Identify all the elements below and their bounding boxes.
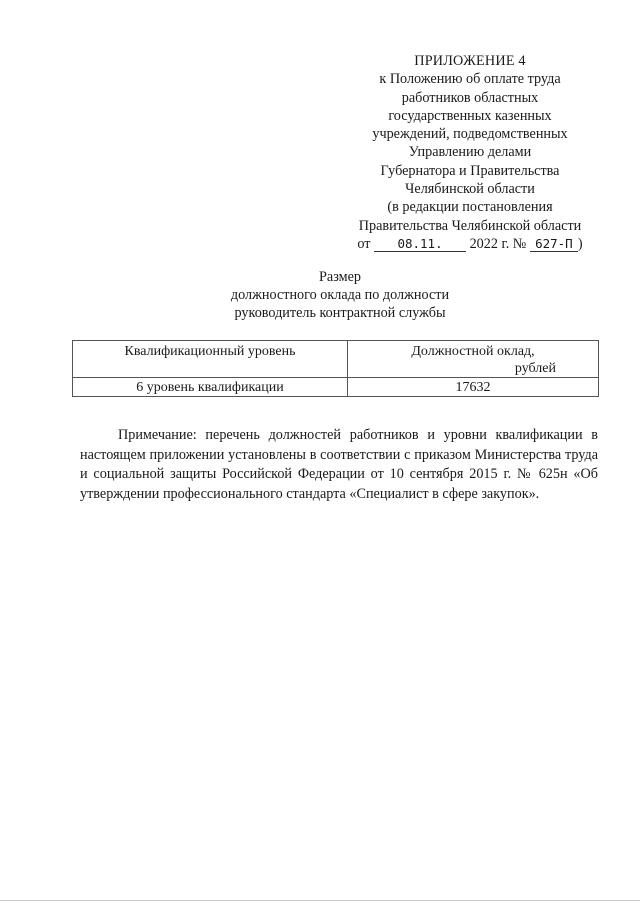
appendix-line: Челябинской области xyxy=(405,181,535,198)
appendix-block xyxy=(340,52,600,253)
scan-edge-divider xyxy=(0,900,640,901)
closing-paren: ) xyxy=(577,235,583,252)
appendix-line: (в редакции постановления xyxy=(387,199,553,216)
appendix-line: Губернатора и Правительства xyxy=(380,162,560,179)
appendix-line: работников областных xyxy=(401,89,539,106)
year-label: 2022 г. № xyxy=(469,235,527,252)
appendix-line: государственных казенных xyxy=(388,107,552,124)
note-text: Примечание: перечень должностей работников и уровни квалификации в настоящем приложении установлены в соответствии с приказом Министерства труда и социальной защиты Российской Федерации от 10 сентября 2015 г. № 625н «Об утверждении профессионального стандарта «Специалист в сфере закупок». xyxy=(80,427,598,502)
table-row xyxy=(73,378,599,397)
header-salary-line1: Должностной оклад, xyxy=(411,344,535,359)
appendix-line: к Положению об оплате труда xyxy=(379,71,561,88)
cell-qualification-level: 6 уровень квалификации xyxy=(73,378,348,397)
appendix-title: ПРИЛОЖЕНИЕ 4 xyxy=(414,53,526,69)
date-prefix: от xyxy=(357,235,371,252)
heading-line: Размер xyxy=(319,269,361,285)
header-qualification-level: Квалификационный уровень xyxy=(73,341,348,378)
resolution-date-field: 08.11. xyxy=(374,236,466,252)
appendix-line: Управлению делами xyxy=(408,144,532,161)
table-header-row xyxy=(73,341,599,378)
cell-salary: 17632 xyxy=(348,378,599,397)
heading-line: руководитель контрактной службы xyxy=(234,305,446,321)
document-heading xyxy=(170,268,510,322)
appendix-line: учреждений, подведомственных xyxy=(372,126,568,143)
salary-table xyxy=(72,340,599,397)
appendix-line: Правительства Челябинской области xyxy=(358,217,582,234)
header-salary xyxy=(348,341,599,378)
resolution-number-field: 627-П xyxy=(530,236,578,252)
heading-line: должностного оклада по должности xyxy=(230,287,450,303)
note-block xyxy=(80,426,598,504)
resolution-date-line xyxy=(340,235,600,253)
header-salary-unit: рублей xyxy=(514,361,556,376)
